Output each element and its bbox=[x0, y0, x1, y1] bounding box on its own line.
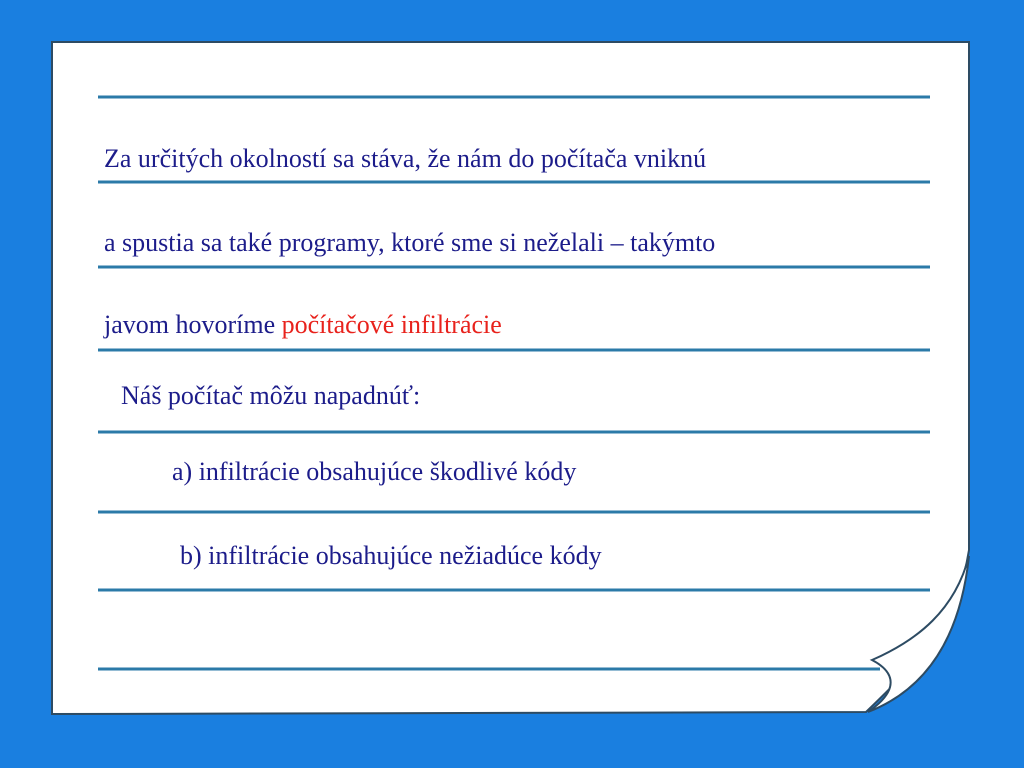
highlighted-term: počítačové infiltrácie bbox=[281, 310, 502, 339]
paper-sheet bbox=[52, 42, 969, 714]
paragraph-line-3-prefix: javom hovoríme bbox=[104, 310, 282, 339]
list-item: a) infiltrácie obsahujúce škodlivé kódy bbox=[172, 457, 577, 486]
paragraph-line-3 bbox=[104, 310, 502, 340]
intro-text: Náš počítač môžu napadnúť: bbox=[121, 381, 421, 410]
list-item: b) infiltrácie obsahujúce nežiadúce kódy bbox=[180, 541, 602, 570]
paragraph-line-2: a spustia sa také programy, ktoré sme si neželali – takýmto bbox=[104, 228, 716, 257]
paragraph-line-1: Za určitých okolností sa stáva, že nám do počítača vniknú bbox=[104, 144, 707, 173]
